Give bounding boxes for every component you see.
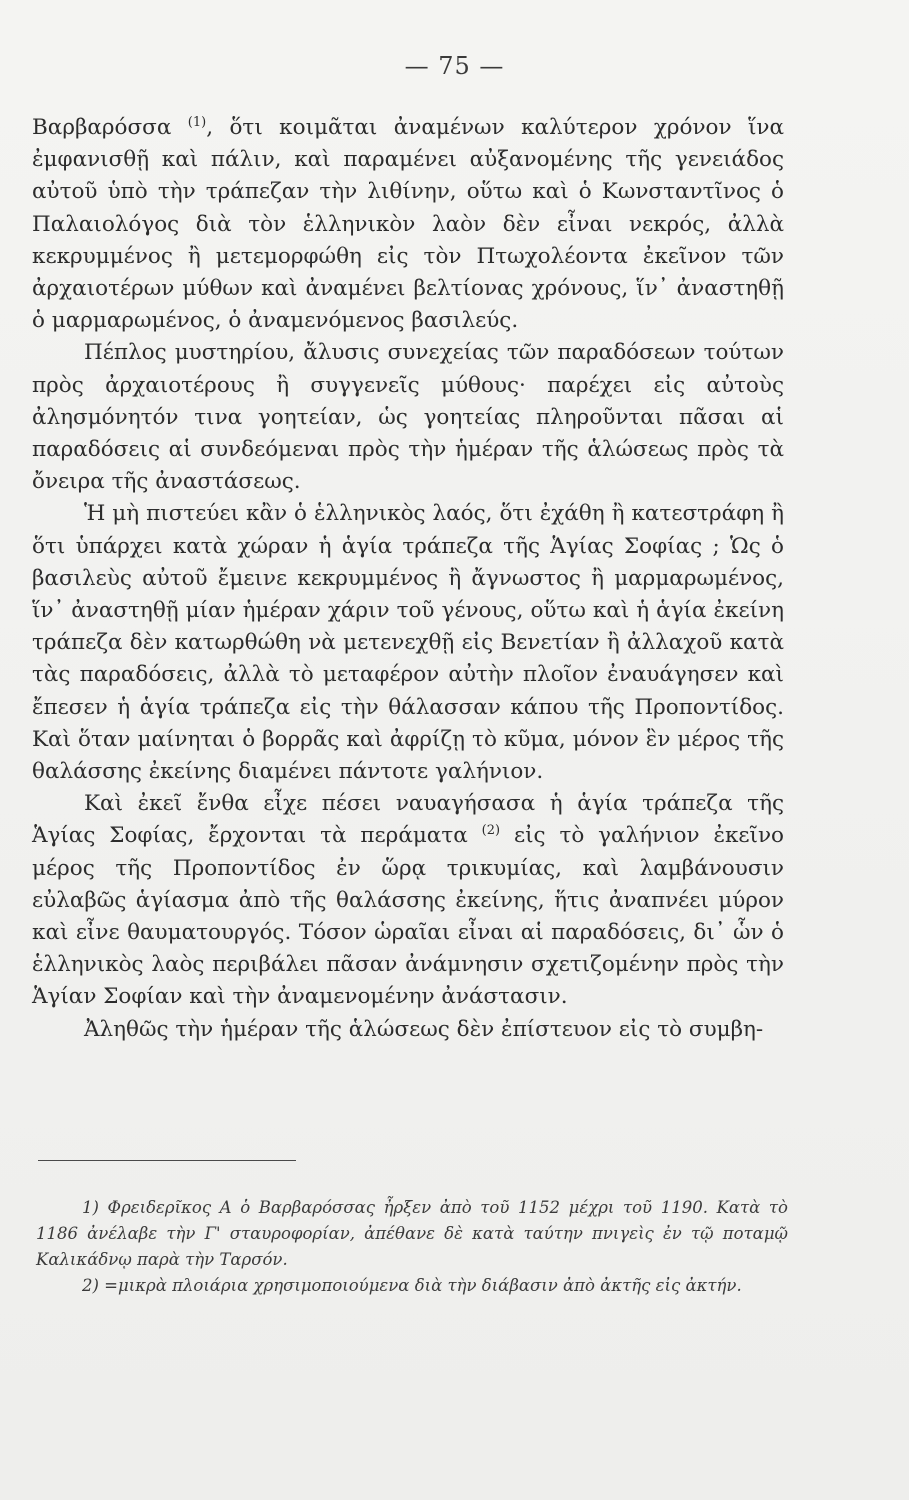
paragraph-2-text: Πέπλος μυστηρίου, ἄλυσις συνεχείας τῶν παραδόσεων τούτων πρὸς ἀρχαιοτέρους ἢ συγγενεῖς μύθους· παρέχει εἰς αὐτοὺς ἀλησμόνητόν τινα γοητείαν, ὡς γοητείας πληροῦνται πᾶσαι αἱ παραδόσεις αἱ συνδεόμεναι πρὸς τὴν ἡμέραν τῆς ἁλώσεως πρὸς τὰ ὄνειρα τῆς ἀναστάσεως. (32, 340, 784, 495)
paragraph-2 (32, 337, 784, 498)
footnote-divider (38, 1160, 296, 1161)
paragraph-4-text-a: Καὶ ἐκεῖ ἔνθα εἶχε πέσει ναυαγήσασα ἡ ἁγία τράπεζα τῆς Ἁγίας Σοφίας, ἔρχονται τὰ περάματα (32, 791, 784, 849)
footnote-ref-1: (1) (187, 114, 207, 130)
paragraph-1 (32, 112, 784, 337)
page-number: — 75 — (404, 52, 505, 80)
paragraph-3 (32, 498, 784, 788)
paragraph-4-text-b: εἰς τὸ γαλήνιον ἐκεῖνο μέρος τῆς Προποντίδος ἐν ὥρᾳ τρικυμίας, καὶ λαμβάνουσιν εὐλαβῶς ἁγίασμα ἀπὸ τῆς θαλάσσης ἐκείνης, ἥτις ἀναπνέει μύρον καὶ εἶνε θαυματουργός. Τόσον ὡραῖαι εἶναι αἱ παραδόσεις, δι᾽ ὧν ὁ ἑλληνικὸς λαὸς περιβάλει πᾶσαν ἀνάμνησιν σχετιζομένην πρὸς τὴν Ἁγίαν Σοφίαν καὶ τὴν ἀναμενομένην ἀνάστασιν. (32, 823, 785, 1010)
paragraph-1-text-b: , ὅτι κοιμᾶται ἀναμένων καλύτερον χρόνον ἵνα ἐμφανισθῇ καὶ πάλιν, καὶ παραμένει αὐξανομένης τῆς γενειάδος αὐτοῦ ὑπὸ τὴν τράπεζαν τὴν λιθίνην, οὕτω καὶ ὁ Κωνσταντῖνος ὁ Παλαιολόγος διὰ τὸν ἑλληνικὸν λαὸν δὲν εἶναι νεκρός, ἀλλὰ κεκρυμμένος ἢ μετεμορφώθη εἰς τὸν Πτωχολέοντα ἐκεῖνον τῶν ἀρχαιοτέρων μύθων καὶ ἀναμένει βελτίονας χρόνους, ἵν᾽ ἀναστηθῇ ὁ μαρμαρωμένος, ὁ ἀναμενόμενος βασιλεύς. (32, 115, 784, 334)
footnotes (36, 1195, 788, 1299)
paragraph-3-text: Ἡ μὴ πιστεύει κἂν ὁ ἑλληνικὸς λαός, ὅτι ἐχάθη ἢ κατεστράφη ἢ ὅτι ὑπάρχει κατὰ χώραν ἡ ἁγία τράπεζα τῆς Ἁγίας Σοφίας ; Ὡς ὁ βασιλεὺς αὐτοῦ ἔμεινε κεκρυμμένος ἢ ἄγνωστος ἢ μαρμαρωμένος, ἵν᾽ ἀναστηθῇ μίαν ἡμέραν χάριν τοῦ γένους, οὕτω καὶ ἡ ἁγία ἐκείνη τράπεζα δὲν κατωρθώθη νὰ μετενεχθῇ εἰς Βενετίαν ἢ ἀλλαχοῦ κατὰ τὰς παραδόσεις, ἀλλὰ τὸ μεταφέρον αὐτὴν πλοῖον ἐναυάγησεν καὶ ἔπεσεν ἡ ἁγία τράπεζα εἰς τὴν θάλασσαν κάπου τῆς Προποντίδος. Καὶ ὅταν μαίνηται ὁ βορρᾶς καὶ ἀφρίζῃ τὸ κῦμα, μόνον ἓν μέρος τῆς θαλάσσης ἐκείνης διαμένει πάντοτε γαλήνιον. (32, 501, 784, 785)
footnote-2: 2) =μικρὰ πλοιάρια χρησιμοποιούμενα διὰ τὴν διάβασιν ἀπὸ ἀκτῆς εἰς ἀκτήν. (82, 1276, 742, 1295)
paragraph-4 (32, 788, 784, 1013)
footnote-1: 1) Φρειδερῖκος Α ὁ Βαρβαρόσσας ἦρξεν ἀπὸ τοῦ 1152 μέχρι τοῦ 1190. Κατὰ τὸ 1186 ἀνέλαβε τὴν Γ' σταυροφορίαν, ἀπέθανε δὲ κατὰ ταύτην πνιγεὶς ἐν τῷ ποταμῷ Καλικάδνῳ παρὰ τὴν Ταρσόν. (36, 1198, 788, 1269)
paragraph-5-text: Ἀληθῶς τὴν ἡμέραν τῆς ἁλώσεως δὲν ἐπίστευον εἰς τὸ συμβη- (84, 1016, 764, 1042)
paragraph-5 (32, 1014, 784, 1046)
footnote-ref-2: (2) (481, 823, 501, 839)
main-text (32, 112, 784, 1046)
paragraph-1-text-a: Βαρβαρόσσα (32, 115, 188, 140)
